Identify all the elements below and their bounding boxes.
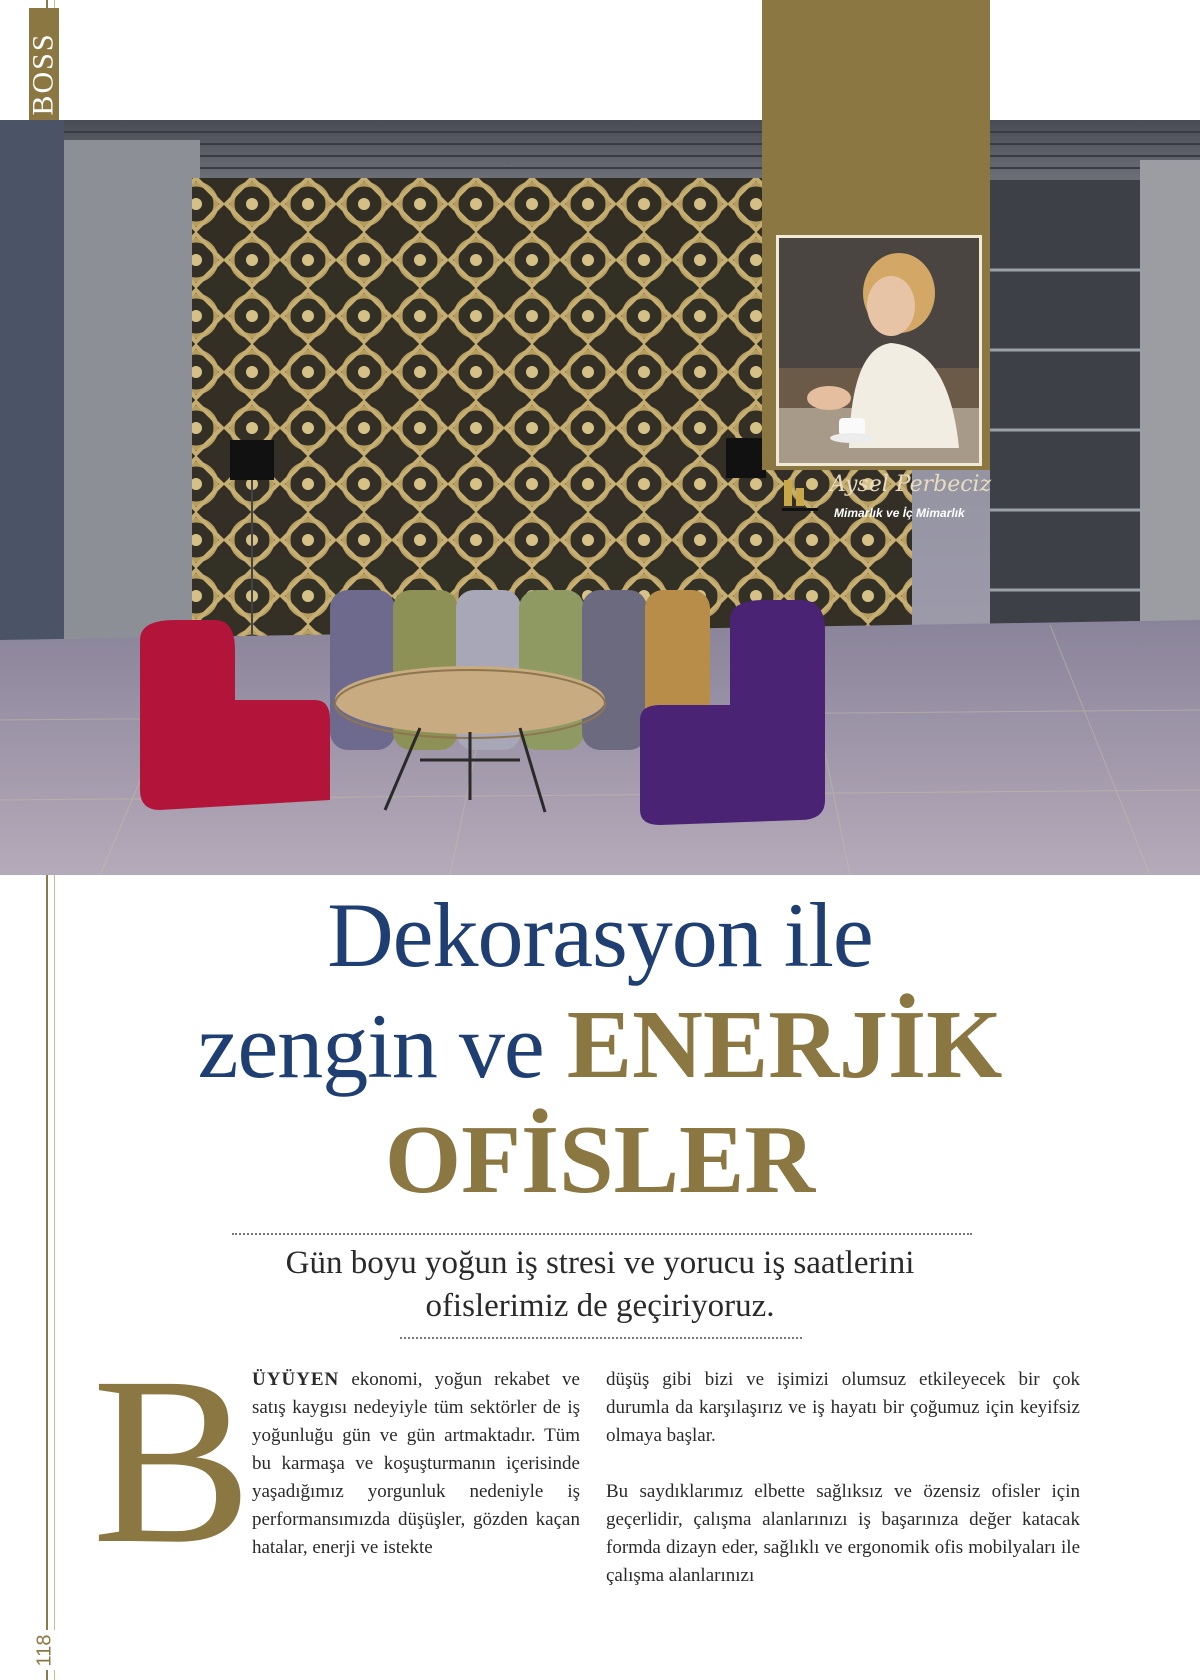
subtitle	[160, 1242, 1040, 1328]
body-column-1	[252, 1366, 580, 1590]
lead-word: ÜYÜYEN	[252, 1369, 340, 1390]
author-role: Mimarlık ve İç Mimarlık	[834, 506, 965, 520]
page-number: 118	[33, 1634, 56, 1666]
brand-label: BOSS	[27, 32, 61, 116]
portrait-illustration	[779, 238, 979, 463]
headline-line-1: Dekorasyon ile	[327, 884, 873, 986]
body-text: ekonomi, yoğun rekabet ve satış kaygısı nedeyiyle tüm sektörler de iş yoğunluğu gün ve gün artmaktadır. Tüm bu karmaşa ve koşuşturmanın içerisinde yaşadığımız yorgunluk nedeniyle iş performansımızda düşüşler, gözden kaçan hatalar, enerji ve istekte	[252, 1369, 580, 1558]
subtitle-line-1: Gün boyu yoğun iş stresi ve yorucu iş saatlerini	[285, 1245, 915, 1281]
body-paragraph: düşüş gibi bizi ve işimizi olumsuz etkileyecek bir çok durumla da karşılaşırız ve iş hayatı bir çoğumuz için keyifsiz olmaya başlar.	[606, 1369, 1080, 1446]
headline-line-3: OFİSLER	[384, 1106, 816, 1214]
body-column-2	[606, 1366, 1080, 1618]
body-paragraph: Bu saydıklarımız elbette sağlıksız ve özensiz ofisler için geçerlidir, çalışma alanlarınızı iş başarınıza değer katacak formda dizayn eder, sağlıklı ve ergonomik ofis mobilyaları ile çalışma alanlarınızı	[606, 1481, 1080, 1586]
page-number-box	[30, 1630, 60, 1670]
headline-line-2-gold: ENERJİK	[566, 991, 1003, 1099]
photo-caption	[770, 470, 1000, 530]
drop-cap: B	[92, 1327, 253, 1593]
divider-bottom	[400, 1337, 802, 1339]
architecture-logo-icon	[778, 474, 822, 518]
headline-line-2	[0, 990, 1200, 1101]
subtitle-line-2: ofislerimiz de geçiriyoruz.	[425, 1288, 775, 1324]
headline-line-2-blue: zengin ve	[197, 995, 544, 1097]
body-paragraph	[252, 1366, 580, 1562]
office-lounge-illustration	[0, 120, 1200, 875]
author-portrait	[776, 235, 982, 466]
author-name: Aysel Perbeciz	[830, 472, 992, 497]
divider-top	[232, 1233, 972, 1235]
hero-photo	[0, 120, 1200, 875]
